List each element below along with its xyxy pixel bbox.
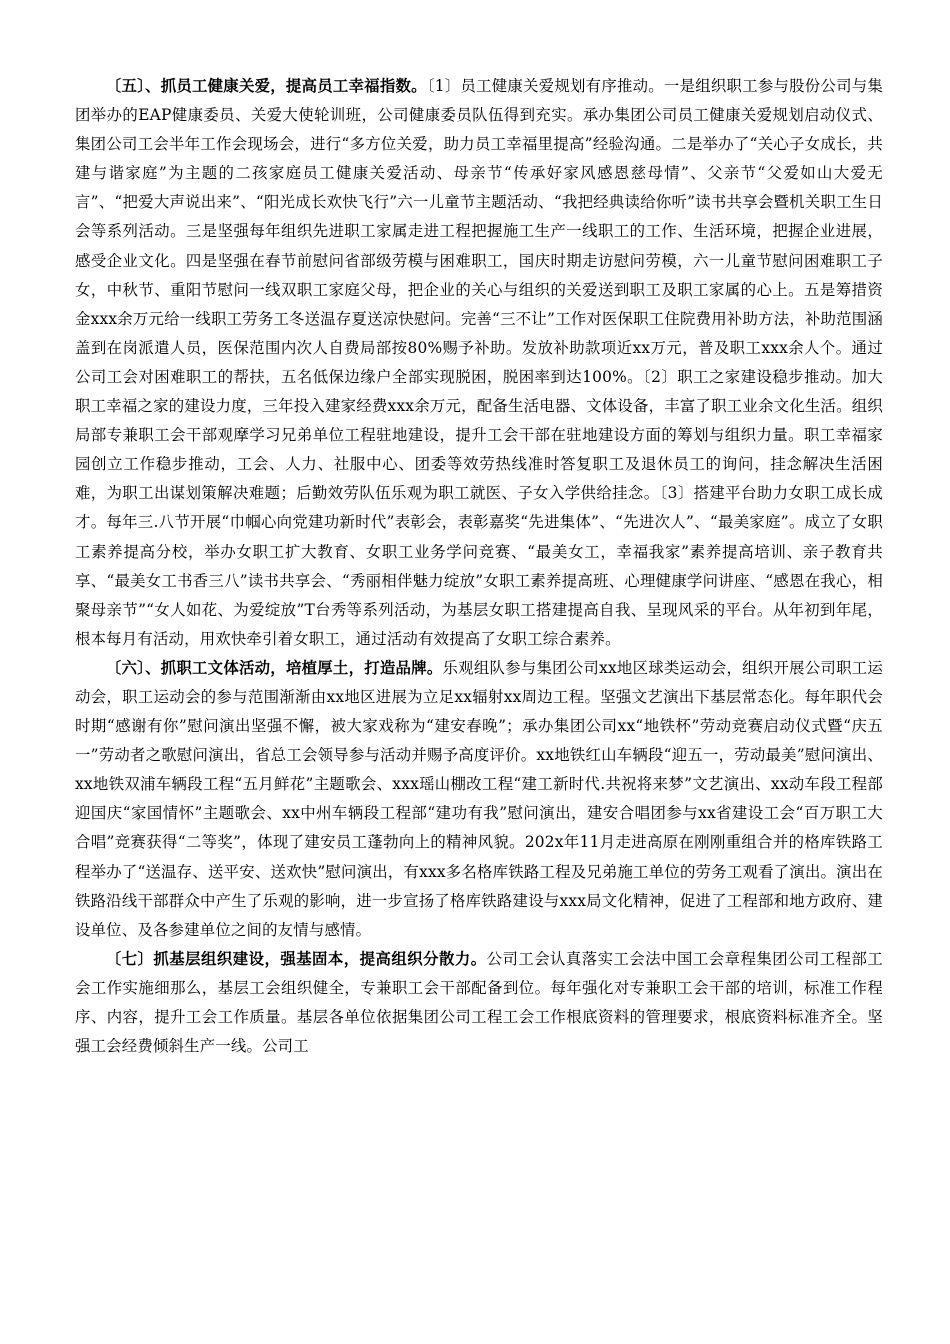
document-page (75, 72, 883, 1061)
paragraph-section-7 (75, 945, 883, 1061)
section-heading-6: 〔六〕、抓职工文体活动，培植厚土，打造品牌。 (105, 658, 443, 677)
paragraph-section-5 (75, 72, 883, 654)
section-body-5: 〔1〕员工健康关爱规划有序推动。一是组织职工参与股份公司与集团举办的EAP健康委员、关爱大使轮训班，公司健康委员队伍得到充实。承办集团公司员工健康关爱规划启动仪式、集团公司工会半年工作会现场会，进行“多方位关爱，助力员工幸福里提高”经验沟通。二是举办了“关心子女成长，共建与谐家庭”为主题的二孩家庭员工健康关爱活动、母亲节“传承好家风感恩慈母情”、父亲节“父爱如山大爱无言”、“把爱大声说出来”、“阳光成长欢快飞行”六一儿童节主题活动、“我把经典读给你听”读书共享会暨机关职工生日会等系列活动。三是坚强每年组织先进职工家属走进工程把握施工生产一线职工的工作、生活环境，把握企业进展，感受企业文化。四是坚强在春节前慰问省部级劳模与困难职工，国庆时期走访慰问劳模，六一儿童节慰问困难职工子女，中秋节、重阳节慰问一线双职工家庭父母，把企业的关心与组织的关爱送到职工及职工家属的心上。五是筹措资金xxx余万元给一线职工劳务工冬送温存夏送凉快慰问。完善“三不让”工作对医保职工住院费用补助方法，补助范围涵盖到在岗派遣人员，医保范围内次人自费局部按80%赐予补助。发放补助款项近xx万元，普及职工xxx余人个。通过公司工会对困难职工的帮扶，五名低保边缘户全部实现脱困，脱困率到达100%。〔2〕职工之家建设稳步推动。加大职工幸福之家的建设力度，三年投入建家经费xxx余万元，配备生活电器、文体设备，丰富了职工业余文化生活。组织局部专兼职工会干部观摩学习兄弟单位工程驻地建设，提升工会干部在驻地建设方面的筹划与组织力量。职工幸福家园创立工作稳步推动，工会、人力、社服中心、团委等效劳热线准时答复职工及退休员工的询问，挂念解决生活困难，为职工出谋划策解决难题；后勤效劳队伍乐观为职工就医、子女入学供给挂念。〔3〕搭建平台助力女职工成长成才。每年三.八节开展“巾帼心向党建功新时代”表彰会，表彰嘉奖“先进集体”、“先进次人”、“最美家庭”。成立了女职工素养提高分校，举办女职工扩大教育、女职工业务学问竞赛、“最美女工，幸福我家”素养提高培训、亲子教育共享、“最美女工书香三八”读书共享会、“秀丽相伴魅力绽放”女职工素养提高班、心理健康学问讲座、“感恩在我心，相聚母亲节”“女人如花、为爱绽放”T台秀等系列活动，为基层女职工搭建提高自我、呈现风采的平台。从年初到年尾，根本每月有活动，用欢快牵引着女职工，通过活动有效提高了女职工综合素养。 (75, 77, 883, 648)
section-body-6: 乐观组队参与集团公司xx地区球类运动会，组织开展公司职工运动会，职工运动会的参与范围渐渐由xx地区进展为立足xx辐射xx周边工程。坚强文艺演出下基层常态化。每年职代会时期“感谢有你”慰问演出坚强不懈，被大家戏称为“建安春晚”；承办集团公司xx“地铁杯”劳动竞赛启动仪式暨“庆五一”劳动者之歌慰问演出，省总工会领导参与活动并赐予高度评价。xx地铁红山车辆段“迎五一，劳动最美”慰问演出、xx地铁双浦车辆段工程“五月鲜花”主题歌会、xxx瑶山棚改工程“建工新时代.共祝将来梦”文艺演出、xx动车段工程部迎国庆“家国情怀”主题歌会、xx中州车辆段工程部“建功有我”慰问演出，建安合唱团参与xx省建设工会“百万职工大合唱”竞赛获得“二等奖”，体现了建安员工蓬勃向上的精神风貌。202x年11月走进高原在刚刚重组合并的格库铁路工程举办了“送温存、送平安、送欢快”慰问演出，有xxx多名格库铁路工程及兄弟施工单位的劳务工观看了演出。演出在铁路沿线干部群众中产生了乐观的影响，进一步宣扬了格库铁路建设与xxx局文化精神，促进了工程部和地方政府、建设单位、及各参建单位之间的友情与感情。 (75, 658, 883, 939)
section-body-7: 公司工会认真落实工会法中国工会章程集团公司工程部工会工作实施细那么，基层工会组织健全，专兼职工会干部配备到位。每年强化对专兼职工会干部的培训，标准工作程序、内容，提升工会工作质量。基层各单位依据集团公司工程工会工作根底资料的管理要求，根底资料标准齐全。坚强工会经费倾斜生产一线。公司工 (75, 949, 883, 1056)
paragraph-section-6 (75, 654, 883, 945)
section-heading-5: 〔五〕、抓员工健康关爱，提高员工幸福指数。 (105, 77, 427, 95)
section-heading-7: 〔七〕抓基层组织建设，强基固本，提高组织分散力。 (105, 949, 487, 968)
